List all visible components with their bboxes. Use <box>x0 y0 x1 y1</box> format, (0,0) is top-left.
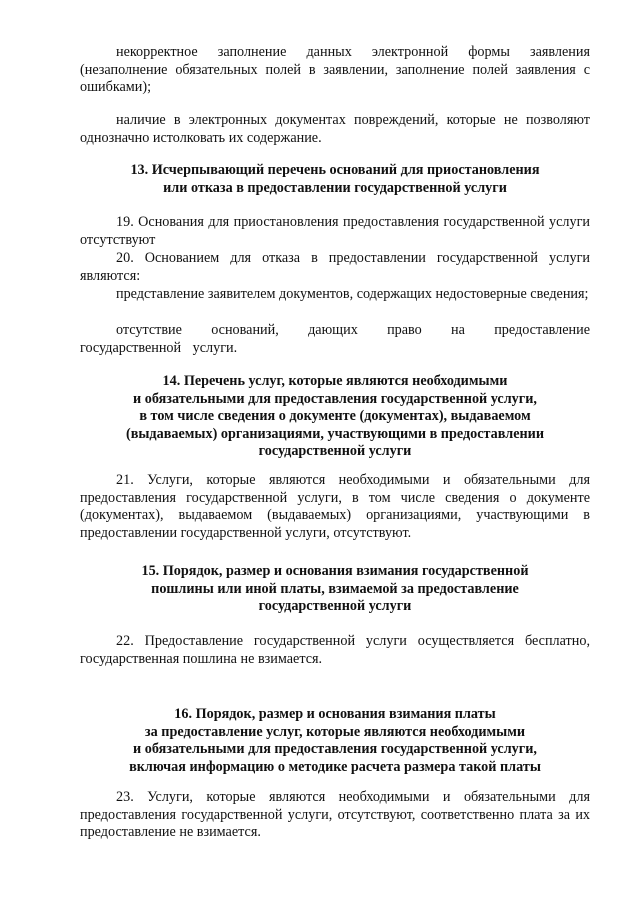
heading-line: или отказа в предоставлении государственной услуги <box>163 179 507 196</box>
section-heading-14 <box>80 373 590 461</box>
heading-line: включая информацию о методике расчета размера такой платы <box>129 758 541 775</box>
paragraph-21: 21. Услуги, которые являются необходимыми и обязательными для предоставления государственной услуги, в том числе сведения о документе (документах), выдаваемом (выдаваемых) организациями, участвующими в предоставлении государственной услуги, отсутствуют. <box>80 472 590 541</box>
heading-line: государственной услуги <box>258 598 412 615</box>
heading-line: и обязательными для предоставления государственной услуги, <box>133 390 537 407</box>
heading-line: государственной услуги <box>258 443 412 460</box>
paragraph-20-item-1: представление заявителем документов, содержащих недостоверные сведения; <box>116 286 589 302</box>
paragraph-22: 22. Предоставление государственной услуги осуществляется бесплатно, государственная пошлина не взимается. <box>80 633 590 667</box>
heading-line: 16. Порядок, размер и основания взимания платы <box>174 706 496 722</box>
paragraph-23: 23. Услуги, которые являются необходимыми и обязательными для предоставления государственной услуги, отсутствуют, соответственно плата за их предоставление не взимается. <box>80 789 590 841</box>
heading-line: 14. Перечень услуг, которые являются необходимыми <box>162 373 508 389</box>
section-heading-16 <box>80 706 590 776</box>
heading-line: за предоставление услуг, которые являются необходимыми <box>144 723 526 740</box>
paragraph-incorrect-form: некорректное заполнение данных электронной формы заявления (незаполнение обязательных полей в заявлении, заполнение полей заявления с ошибками); <box>80 44 590 96</box>
heading-line: и обязательными для предоставления государственной услуги, <box>133 741 537 758</box>
section-heading-13 <box>80 162 590 197</box>
heading-line: 15. Порядок, размер и основания взимания государственной <box>141 563 529 579</box>
paragraph-20-item-2: отсутствие оснований, дающих право на предоставление государственной услуги. <box>80 322 590 356</box>
section-heading-15 <box>80 563 590 616</box>
paragraph-damaged-documents: наличие в электронных документах повреждений, которые не позволяют однозначно истолковать их содержание. <box>80 112 590 146</box>
heading-line: (выдаваемых) организациями, участвующими в предоставлении <box>125 425 545 442</box>
heading-line: пошлины или иной платы, взимаемой за предоставление <box>151 580 519 597</box>
heading-line: 13. Исчерпывающий перечень оснований для приостановления <box>130 162 540 178</box>
heading-line: в том числе сведения о документе (документах), выдаваемом <box>139 408 531 425</box>
paragraph-20: 20. Основанием для отказа в предоставлении государственной услуги являются: <box>80 250 590 284</box>
paragraph-19: 19. Основания для приостановления предоставления государственной услуги отсутствуют <box>80 214 590 248</box>
